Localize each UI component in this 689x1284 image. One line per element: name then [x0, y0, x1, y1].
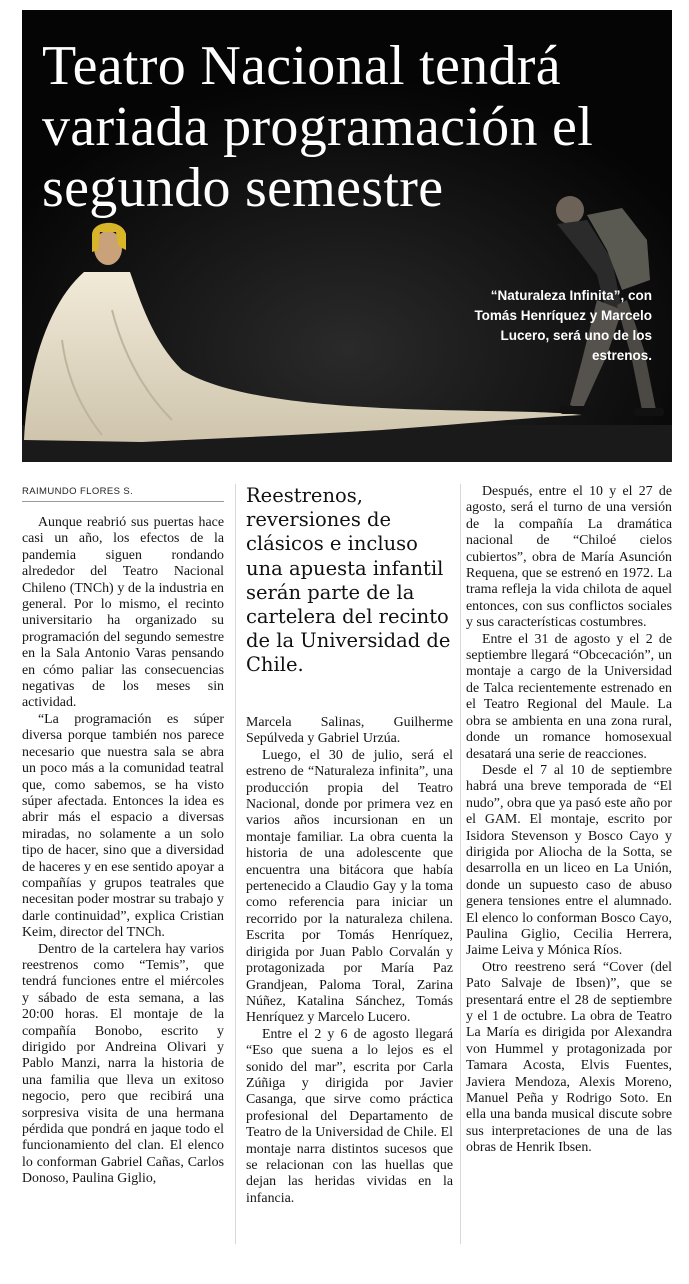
- byline: RAIMUNDO FLORES S.: [22, 486, 224, 502]
- article-column-3: [466, 484, 672, 1157]
- paragraph: Desde el 7 al 10 de septiembre habrá una breve temporada de “El nudo”, obra que ya pasó este año por el GAM. El montaje, escrito por Isidora Stevenson y Bosco Cayo y dirigida por Aliocha de la Sotta, se desarrolla en un liceo en La Unión, donde un supuesto caso de abuso genera tensiones entre el alumnado. El elenco lo conforman Bosco Cayo, Paulina Giglio, Cecilia Herrera, Jaime Leiva y Mónica Ríos.: [466, 762, 672, 959]
- column-divider: [235, 484, 236, 1244]
- stage-photo: [22, 10, 672, 462]
- paragraph: Marcela Salinas, Guilherme Sepúlveda y Gabriel Urzúa.: [246, 715, 453, 747]
- paragraph: Otro reestreno será “Cover (del Pato Salvaje de Ibsen)”, que se presentará entre el 28 de septiembre y el 1 de octubre. La obra de Teatro La María es dirigida por Alexandra von Hummel y protagonizada por Tamara Acosta, Elvis Fuentes, Javiera Mendoza, Alexis Moreno, Manuel Peña y Rodrigo Soto. En ella una banda musical discute sobre sus interpretaciones de una de las obras de Henrik Ibsen.: [466, 959, 672, 1156]
- deck-summary: Reestrenos, reversiones de clásicos e incluso una apuesta infantil serán parte de la cartelera del recinto de la Universidad de Chile.: [246, 484, 451, 677]
- paragraph: “La programación es súper diversa porque también nos parece necesario que nuestra sala se abra un poco más a la comunidad teatral que, como sabemos, se ha visto súper afectada. Entonces la idea es abrir más el espacio a diversas miradas, no solamente a un solo tipo de hacer, sino que a diversidad de haceres y en ese sentido apoyar a compañías y grupos teatrales que necesitan poder mostrar su trabajo y darle continuidad”, explica Cristian Keim, director del TNCh.: [22, 711, 224, 941]
- paragraph: Entre el 31 de agosto y el 2 de septiembre llegará “Obcecación”, un montaje a cargo de la Universidad de Talca recientemente estrenado en el Teatro Regional del Maule. La obra se ambienta en una zona rural, donde un romance homosexual desatará una serie de reacciones.: [466, 631, 672, 762]
- headline: Teatro Nacional tendrá variada programación el segundo semestre: [42, 35, 594, 219]
- paragraph: Dentro de la cartelera hay varios reestrenos como “Temis”, que tendrá funciones entre el miércoles y sábado de esta semana, a las 20:00 horas. El montaje de la compañía Bonobo, escrito y dirigido por Andreina Olivari y Pablo Manzi, narra la historia de una familia que lleva un exitoso negocio, pero que recibirá una sorpresiva visita de una hermana pérdida que pondrá en jaque todo el funcionamiento del clan. El elenco lo conforman Gabriel Cañas, Carlos Donoso, Paulina Giglio,: [22, 941, 224, 1187]
- paragraph: Después, entre el 10 y el 27 de agosto, será el turno de una versión de la compañía La dramática nacional de “Chiloé cielos cubiertos”, obra de María Asunción Requena, que se estrenó en 1972. La trama refleja la vida chilota de aquel entonces, con sus conflictos sociales y sus características costumbres.: [466, 484, 672, 631]
- paragraph: Luego, el 30 de julio, será el estreno de “Naturaleza infinita”, una producción propia del Teatro Nacional, donde por primera vez en varios años incursionan en un montaje familiar. La obra cuenta la historia de una adolescente que encuentra una bitácora que había pertenecido a Claudio Gay y la toma como referencia para iniciar un recorrido por la naturaleza chilena. Escrita por Tomás Henríquez, dirigida por Juan Pablo Corvalán y protagonizada por María Paz Grandjean, Paloma Toral, Zarina Núñez, Katalina Sánchez, Tomás Henríquez y Marcelo Lucero.: [246, 747, 453, 1026]
- performer-shoe: [560, 406, 592, 414]
- column-divider: [460, 484, 461, 1244]
- article-column-1: [22, 515, 224, 1188]
- paragraph: Aunque reabrió sus puertas hace casi un año, los efectos de la pandemia siguen rondando alrededor del Teatro Nacional Chileno (TNCh) y de la industria en general. Por lo mismo, el recinto universitario ha organizado su programación del segundo semestre en la Sala Antonio Varas pensando en cómo paliar las consecuencias negativas de los meses sin actividad.: [22, 515, 224, 711]
- performer-shoe: [634, 408, 664, 416]
- article-column-2: [246, 715, 453, 1207]
- paragraph: Entre el 2 y 6 de agosto llegará “Eso que suena a lo lejos es el sonido del mar”, escrita por Carla Zúñiga y dirigida por Javier Casanga, que sirve como práctica profesional del Departamento de Teatro de la Universidad de Chile. El montaje narra distintos sucesos que se relacionan con las huellas que dejan las heridas vividas en la infancia.: [246, 1026, 453, 1206]
- photo-caption: “Naturaleza Infinita”, con Tomás Henríquez y Marcelo Lucero, será uno de los estrenos.: [474, 288, 652, 363]
